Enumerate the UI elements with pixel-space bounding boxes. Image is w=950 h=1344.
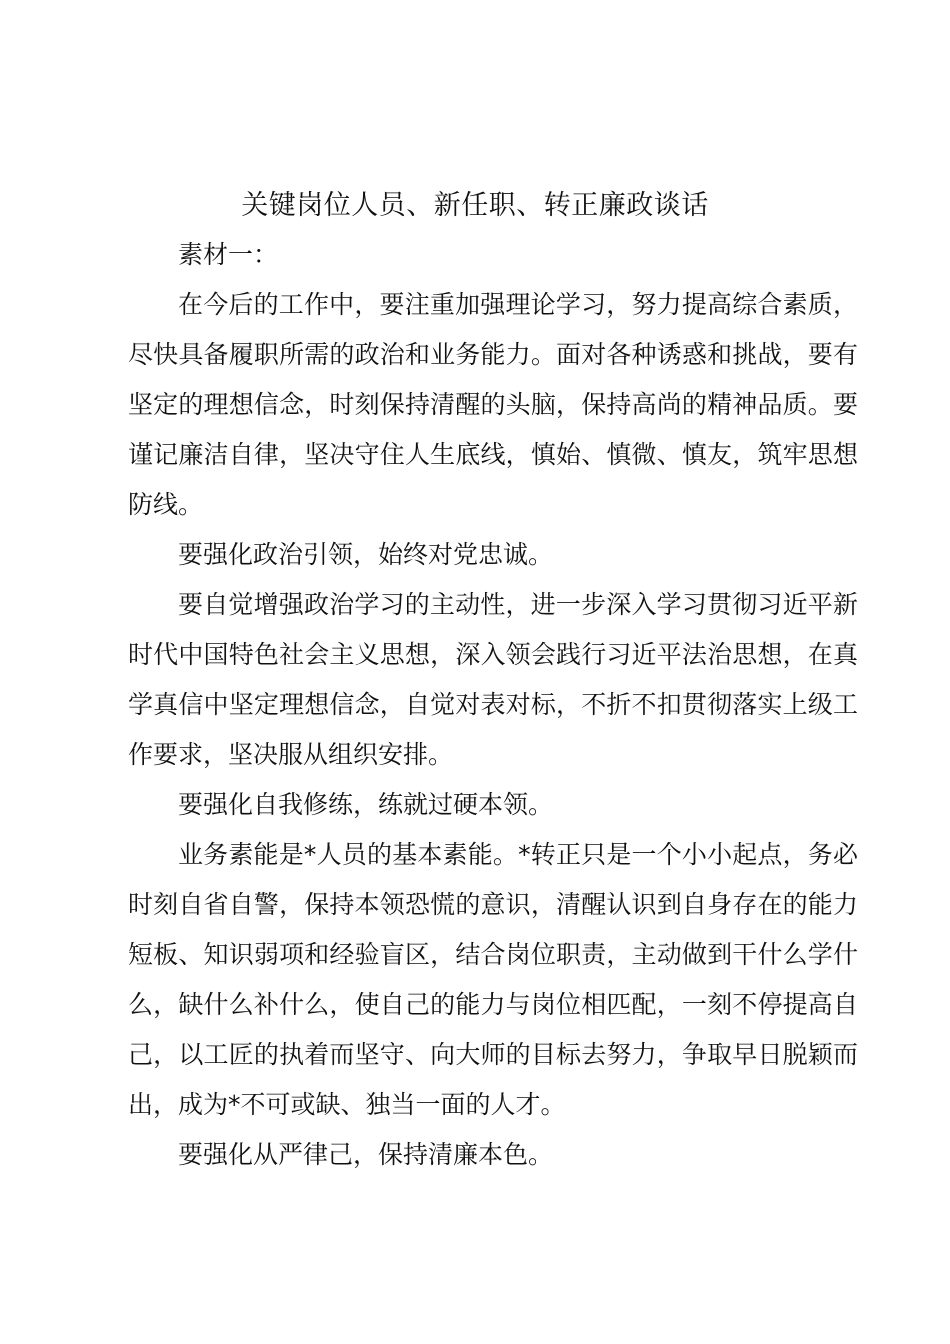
section-label: 素材一： xyxy=(178,240,279,269)
section-heading: 要强化自我修练，练就过硬本领。 xyxy=(178,790,554,819)
document-title: 关键岗位人员、新任职、转正廉政谈话 xyxy=(241,190,709,221)
section-heading: 要强化政治引领，始终对党忠诚。 xyxy=(178,540,554,569)
paragraph: 要自觉增强政治学习的主动性，进一步深入学习贯彻习近平新时代中国特色社会主义思想，深入领会践行习近平法治思想，在真学真信中坚定理想信念，自觉对表对标，不折不扣贯彻落实上级工作要求，坚决服从组织安排。 xyxy=(128,590,858,769)
paragraph: 在今后的工作中，要注重加强理论学习，努力提高综合素质，尽快具备履职所需的政治和业务能力。面对各种诱惑和挑战，要有坚定的理想信念，时刻保持清醒的头脑，保持高尚的精神品质。要谨记廉洁自律，坚决守住人生底线，慎始、慎微、慎友，筑牢思想防线。 xyxy=(128,290,858,519)
document-body xyxy=(128,230,858,1180)
paragraph: 业务素能是*人员的基本素能。*转正只是一个小小起点，务必时刻自省自警，保持本领恐慌的意识，清醒认识到自身存在的能力短板、知识弱项和经验盲区，结合岗位职责，主动做到干什么学什么，缺什么补什么，使自己的能力与岗位相匹配，一刻不停提高自己，以工匠的执着而坚守、向大师的目标去努力，争取早日脱颖而出，成为*不可或缺、独当一面的人才。 xyxy=(128,840,858,1119)
section-heading: 要强化从严律己，保持清廉本色。 xyxy=(178,1140,554,1169)
